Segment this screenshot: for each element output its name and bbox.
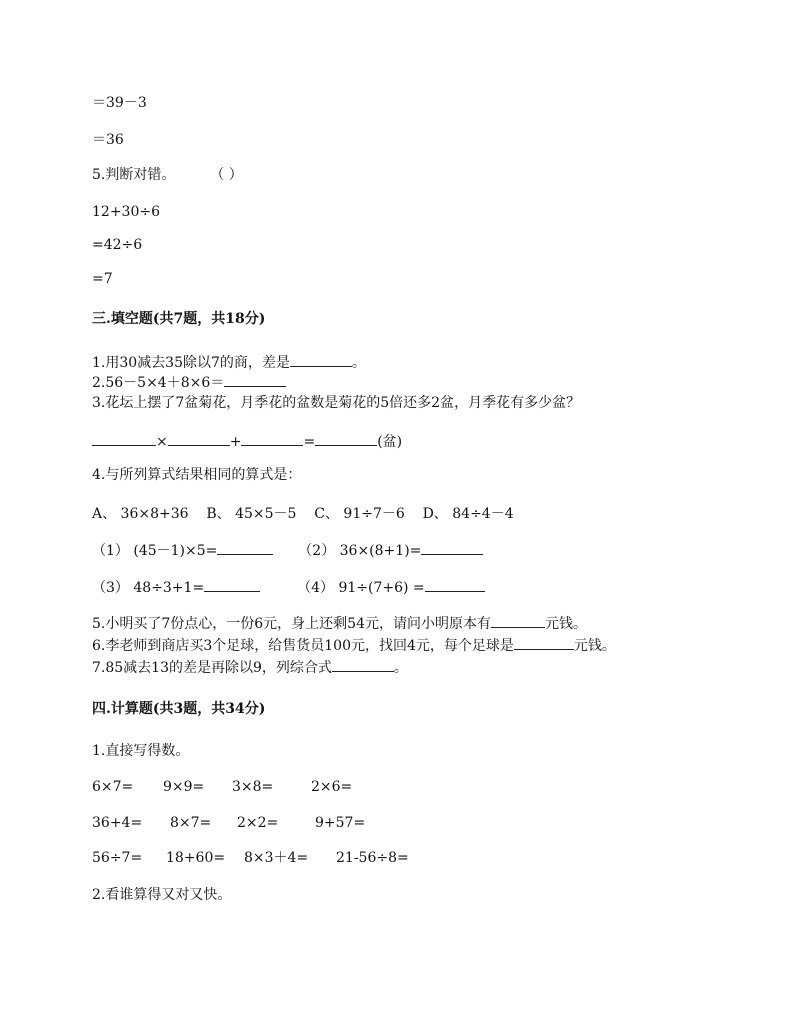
fill-q4-item-2: （2） 36×(8+1)= [298,543,422,559]
calc-q1: 1.直接写得数。 [92,743,190,759]
fill-q3-blank-3[interactable] [241,431,303,446]
judge-step-2: =42÷6 [92,237,143,253]
calc-r3-c4: 21-56÷8= [336,850,409,866]
section3-title: 三.填空题(共7题，共18分) [92,311,266,327]
fill-q3: 3.花坛上摆了7盆菊花，月季花的盆数是菊花的5倍还多2盆，月季花有多少盆？ [92,395,581,411]
fill-q4-row2 [92,577,485,597]
fill-q3-blank-1[interactable] [92,431,156,446]
fill-q1-blank[interactable] [290,352,352,367]
fill-q1 [92,352,366,372]
calc-r1-c1: 6×7= [92,779,134,795]
judge-step-3: =7 [92,271,113,287]
calc-r1-c2: 9×9= [163,779,205,795]
fill-q4: 4.与所列算式结果相同的算式是： [92,467,302,483]
calc-r2-c1: 36+4= [92,815,143,831]
fill-q1-text: 1.用30减去35除以7的商，差是 [92,355,290,371]
judge-paren: （ ） [210,167,243,183]
fill-q4-blank-3[interactable] [204,577,260,592]
calc-r3-c1: 56÷7= [92,850,143,866]
fill-q6-text: 6.李老师到商店买3个足球，给售货员100元，找回4元，每个足球是 [92,638,514,654]
fill-q3-formula [92,431,402,451]
section4-title: 四.计算题(共3题，共34分) [92,701,266,717]
fill-q5-end: 元钱。 [545,616,587,632]
fill-q2 [92,372,286,392]
calc-line-1: ＝39－3 [92,95,147,111]
judge-step-1: 12+30÷6 [92,204,160,220]
fill-q6-end: 元钱。 [573,638,616,654]
fill-q3-blank-4[interactable] [315,431,377,446]
calc-line-2: ＝36 [92,132,124,148]
fill-q7-end: 。 [393,660,408,676]
calc-r1-c3: 3×8= [232,779,274,795]
fill-q4-item-4: （4） 91÷(7+6) = [297,580,425,596]
fill-q7 [92,657,408,677]
fill-q4-blank-4[interactable] [425,577,485,592]
fill-q4-row1 [92,540,483,560]
op-multiply: × [156,434,168,450]
calc-r1-c4: 2×6= [311,779,353,795]
fill-q5-blank[interactable] [491,613,545,628]
op-equals: = [303,434,316,450]
judge-question [92,166,243,184]
fill-q4-item-1: （1） (45－1)×5= [92,543,218,559]
judge-text: 5.判断对错。 [92,167,176,183]
fill-q7-text: 7.85减去13的差是再除以9，列综合式 [92,660,332,676]
unit-pots: (盆) [377,434,403,450]
fill-q5-text: 5.小明买了7份点心，一份6元，身上还剩54元，请问小明原本有 [92,616,491,632]
calc-r3-c2: 18+60= [166,850,226,866]
calc-r2-c3: 2×2= [237,815,279,831]
fill-q4-item-3: （3） 48÷3+1= [92,580,205,596]
fill-q1-end: 。 [351,355,366,371]
op-plus: + [229,434,242,450]
calc-q2: 2.看谁算得又对又快。 [92,887,232,903]
fill-q4-options: A、 36×8+36 B、 45×5－5 C、 91÷7－6 D、 84÷4－4 [92,506,514,522]
fill-q2-blank[interactable] [224,372,286,387]
calc-r2-c4: 9+57= [315,815,366,831]
fill-q4-blank-1[interactable] [217,540,273,555]
fill-q4-blank-2[interactable] [421,540,483,555]
fill-q2-text: 2.56－5×4＋8×6＝ [92,375,225,391]
calc-r3-c3: 8×3＋4= [244,850,309,866]
fill-q6-blank[interactable] [514,635,574,650]
fill-q3-blank-2[interactable] [168,431,230,446]
fill-q5 [92,613,587,633]
fill-q7-blank[interactable] [332,657,394,672]
calc-r2-c2: 8×7= [170,815,212,831]
fill-q6 [92,635,616,655]
